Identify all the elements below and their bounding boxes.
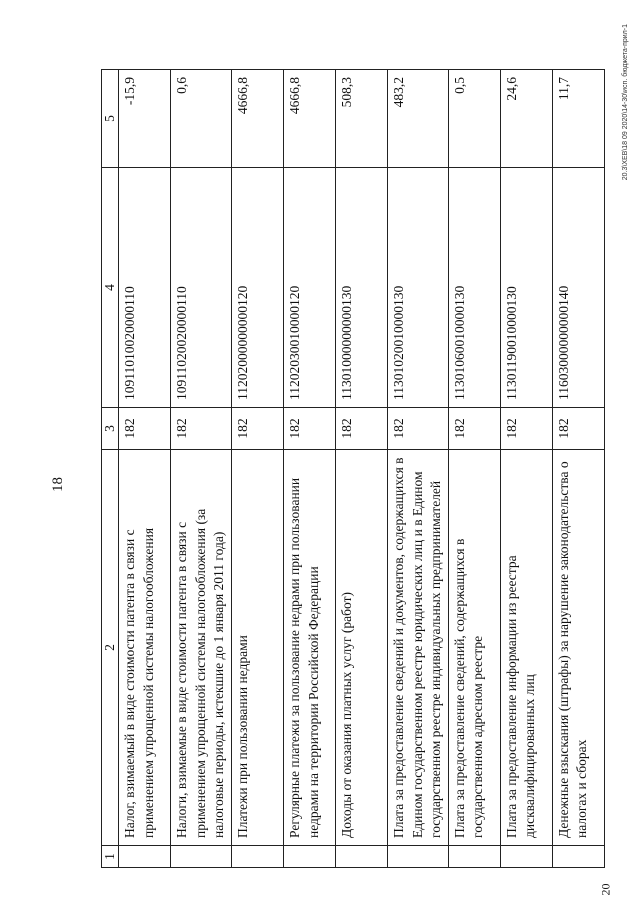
budget-code: 11603000000000140: [552, 168, 604, 408]
budget-code: 11202030010000120: [283, 168, 335, 408]
revenue-name: Плата за предоставление сведений и документов, содержащихся в Едином государственном реестре юридических лиц и в Едином государственном реестре индивидуальных предпринимателей: [387, 450, 448, 846]
corner-mark: 20: [598, 883, 613, 896]
revenue-table: [101, 69, 605, 868]
table-row: [283, 70, 335, 868]
amount: -15,9: [119, 70, 171, 168]
admin-code: 182: [283, 408, 335, 450]
admin-code: 182: [500, 408, 552, 450]
row-number-cell: [119, 846, 171, 868]
revenue-name: Платежи при пользовании недрами: [231, 450, 283, 846]
revenue-name: Доходы от оказания платных услуг (работ): [335, 450, 387, 846]
revenue-table-container: [101, 70, 617, 868]
table-row: [335, 70, 387, 868]
admin-code: 182: [231, 408, 283, 450]
header-cell: 4: [102, 168, 119, 408]
revenue-name: Регулярные платежи за пользование недрами при пользовании недрами на территории Российской Федерации: [283, 450, 335, 846]
admin-code: 182: [552, 408, 604, 450]
file-stamp: 20.3\XEB\18 09 2020\14-30\исп. бюджета-прил-1: [622, 24, 629, 181]
table-row: [448, 70, 500, 868]
revenue-name: Плата за предоставление сведений, содержащихся в государственном адресном реестре: [448, 450, 500, 846]
row-number-cell: [335, 846, 387, 868]
page-number-strip: [48, 62, 84, 922]
amount: 0,6: [171, 70, 232, 168]
row-number-cell: [552, 846, 604, 868]
amount: 24,6: [500, 70, 552, 168]
table-row: [231, 70, 283, 868]
admin-code: 182: [119, 408, 171, 450]
amount: 483,2: [387, 70, 448, 168]
budget-code: 10911020020000110: [171, 168, 232, 408]
revenue-name: Денежные взыскания (штрафы) за нарушение законодательства о налогах и сборах: [552, 450, 604, 846]
revenue-name: Налоги, взимаемые в виде стоимости патента в связи с применением упрощенной системы налогообложения (за налоговые периоды, истекшие до 1 января 2011 года): [171, 450, 232, 846]
row-number-cell: [448, 846, 500, 868]
revenue-name: Плата за предоставление информации из реестра дисквалифицированных лиц: [500, 450, 552, 846]
admin-code: 182: [335, 408, 387, 450]
budget-code: 11301190010000130: [500, 168, 552, 408]
row-number-cell: [231, 846, 283, 868]
row-number-cell: [171, 846, 232, 868]
budget-code: 11301000000000130: [335, 168, 387, 408]
revenue-name: Налог, взимаемый в виде стоимости патента в связи с применением упрощенной системы налогообложения: [119, 450, 171, 846]
budget-code: 11301060010000130: [448, 168, 500, 408]
table-row: [552, 70, 604, 868]
amount: 4666,8: [231, 70, 283, 168]
row-number-cell: [387, 846, 448, 868]
admin-code: 182: [448, 408, 500, 450]
budget-code: 11301020010000130: [387, 168, 448, 408]
amount: 508,3: [335, 70, 387, 168]
row-number-cell: [500, 846, 552, 868]
table-row: [387, 70, 448, 868]
amount: 0,5: [448, 70, 500, 168]
amount: 11,7: [552, 70, 604, 168]
admin-code: 182: [171, 408, 232, 450]
header-row: [102, 70, 119, 868]
table-row: [171, 70, 232, 868]
header-cell: 3: [102, 408, 119, 450]
amount: 4666,8: [283, 70, 335, 168]
table-row: [119, 70, 171, 868]
budget-code: 10911010020000110: [119, 168, 171, 408]
row-number-cell: [283, 846, 335, 868]
header-cell: 5: [102, 70, 119, 168]
table-row: [500, 70, 552, 868]
header-cell: 2: [102, 450, 119, 846]
page-number: 18: [50, 477, 66, 492]
admin-code: 182: [387, 408, 448, 450]
header-cell: 1: [102, 846, 119, 868]
budget-code: 11202000000000120: [231, 168, 283, 408]
